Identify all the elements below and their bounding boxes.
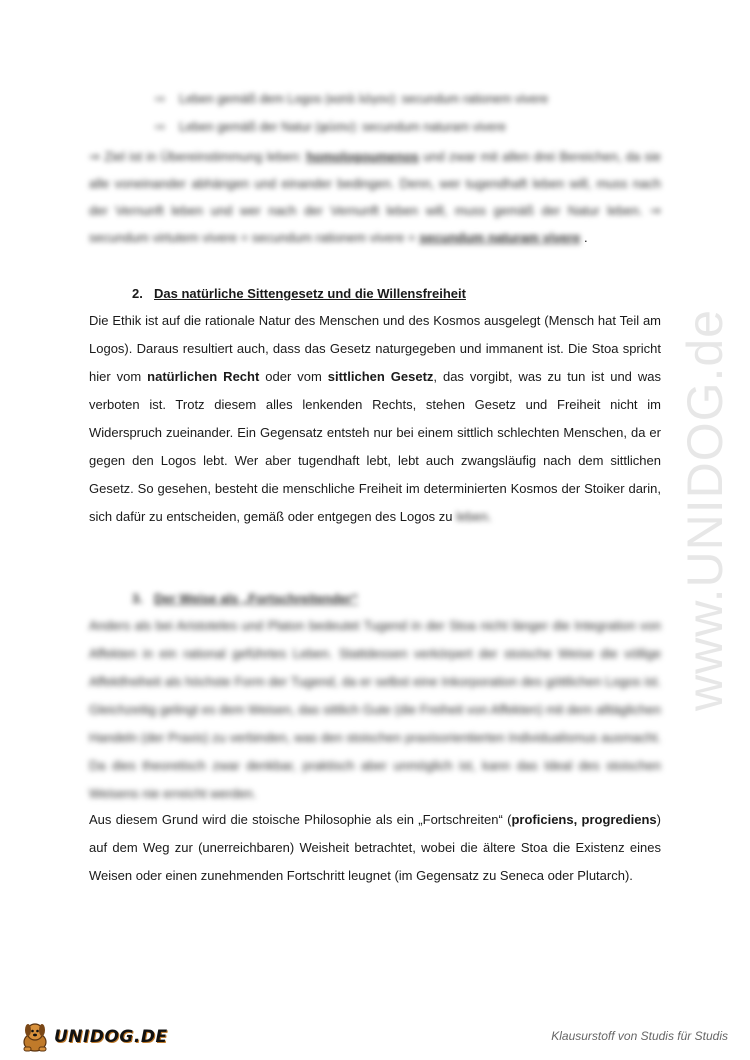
section-heading: 3. Der Weise als „Fortschreitender“ <box>132 591 359 606</box>
intro-paragraph: ⇒ Ziel ist in Übereinstimmung leben: homologoumenos und zwar mit allen drei Bereichen, da sie alle voneinander abhängen und einander bedingen. Denn, wer tugendhaft leben will, muss nach der Vernunft leben und wer nach der Vernunft leben will, muss gemäß der Natur leben. ⇒ secundum virtutem vivere = secundum rationem vivere = secundum naturam vivere . <box>89 149 662 245</box>
conclusion-paragraph: Aus diesem Grund wird die stoische Philosophie als ein „Fortschreiten“ (proficiens, progrediens) auf dem Weg zur (unerreichbaren) Weisheit betrachtet, wobei die ältere Stoa die Existenz eines Weisen oder einen zunehmenden Fortschritt leugnet (im Gegensatz zu Seneca oder Plutarch). <box>89 812 661 883</box>
dog-mascot-icon <box>18 1020 52 1054</box>
section-heading: 2. Das natürliche Sittengesetz und die Willensfreiheit <box>132 286 466 301</box>
bullet-item: ⇨ Leben gemäß dem Logos (κατὰ λόγον): secundum rationem vivere <box>155 92 549 106</box>
footer-tagline: Klausurstoff von Studis für Studis <box>551 1029 728 1043</box>
bullet-item: ⇨ Leben gemäß der Natur (φύσιν): secundum naturam vivere <box>155 120 506 134</box>
brand-logo[interactable] <box>18 1020 168 1054</box>
blurred-paragraph: Anders als bei Aristoteles und Platon bedeutet Tugend in der Stoa nicht länger die Integration von Affekten in ein rational geführtes Leben. Stattdessen verkörpert der stoische Weise die völlige Affektfreiheit als höchste Form der Tugend, da er selbst eine Inkorporation des göttlichen Logos ist. Gleichzeitig gelingt es dem Weisen, das sittlich Gute (die Freiheit von Affekten) mit dem alltäglichen Handeln (der Praxis) zu verbinden, was den stoischen praxisorientierten Individualismus ausmacht. Da dies theoretisch zwar denkbar, praktisch aber unmöglich ist, kann das Ideal des stoischen Weisens nie erreicht werden. <box>89 618 661 801</box>
brand-name: UNIDOG.DE <box>54 1027 168 1047</box>
section-paragraph: Die Ethik ist auf die rationale Natur des Menschen und des Kosmos ausgelegt (Mensch hat Teil am Logos). Daraus resultiert auch, dass das Gesetz naturgegeben und immanent ist. Die Stoa spricht hier vom natürlichen Recht oder vom sittlichen Gesetz, das vorgibt, was zu tun ist und was verboten ist. Trotz diesem alles lenkenden Rechts, stehen Gesetz und Freiheit nicht im Widerspruch zueinander. Ein Gegensatz entsteh nur bei einem sittlich schlechten Menschen, da er gegen den Logos lebt. Wer aber tugendhaft lebt, lebt auch zwangsläufig nach dem sittlichen Gesetz. So gesehen, besteht die menschliche Freiheit im determinierten Kosmos der Stoiker darin, sich dafür zu entscheiden, gemäß oder entgegen des Logos zu leben. <box>89 313 661 524</box>
watermark-text: www.UNIDOG.de <box>677 309 733 711</box>
arrow-icon: ⇨ <box>155 120 166 134</box>
arrow-icon: ⇨ <box>155 92 166 106</box>
